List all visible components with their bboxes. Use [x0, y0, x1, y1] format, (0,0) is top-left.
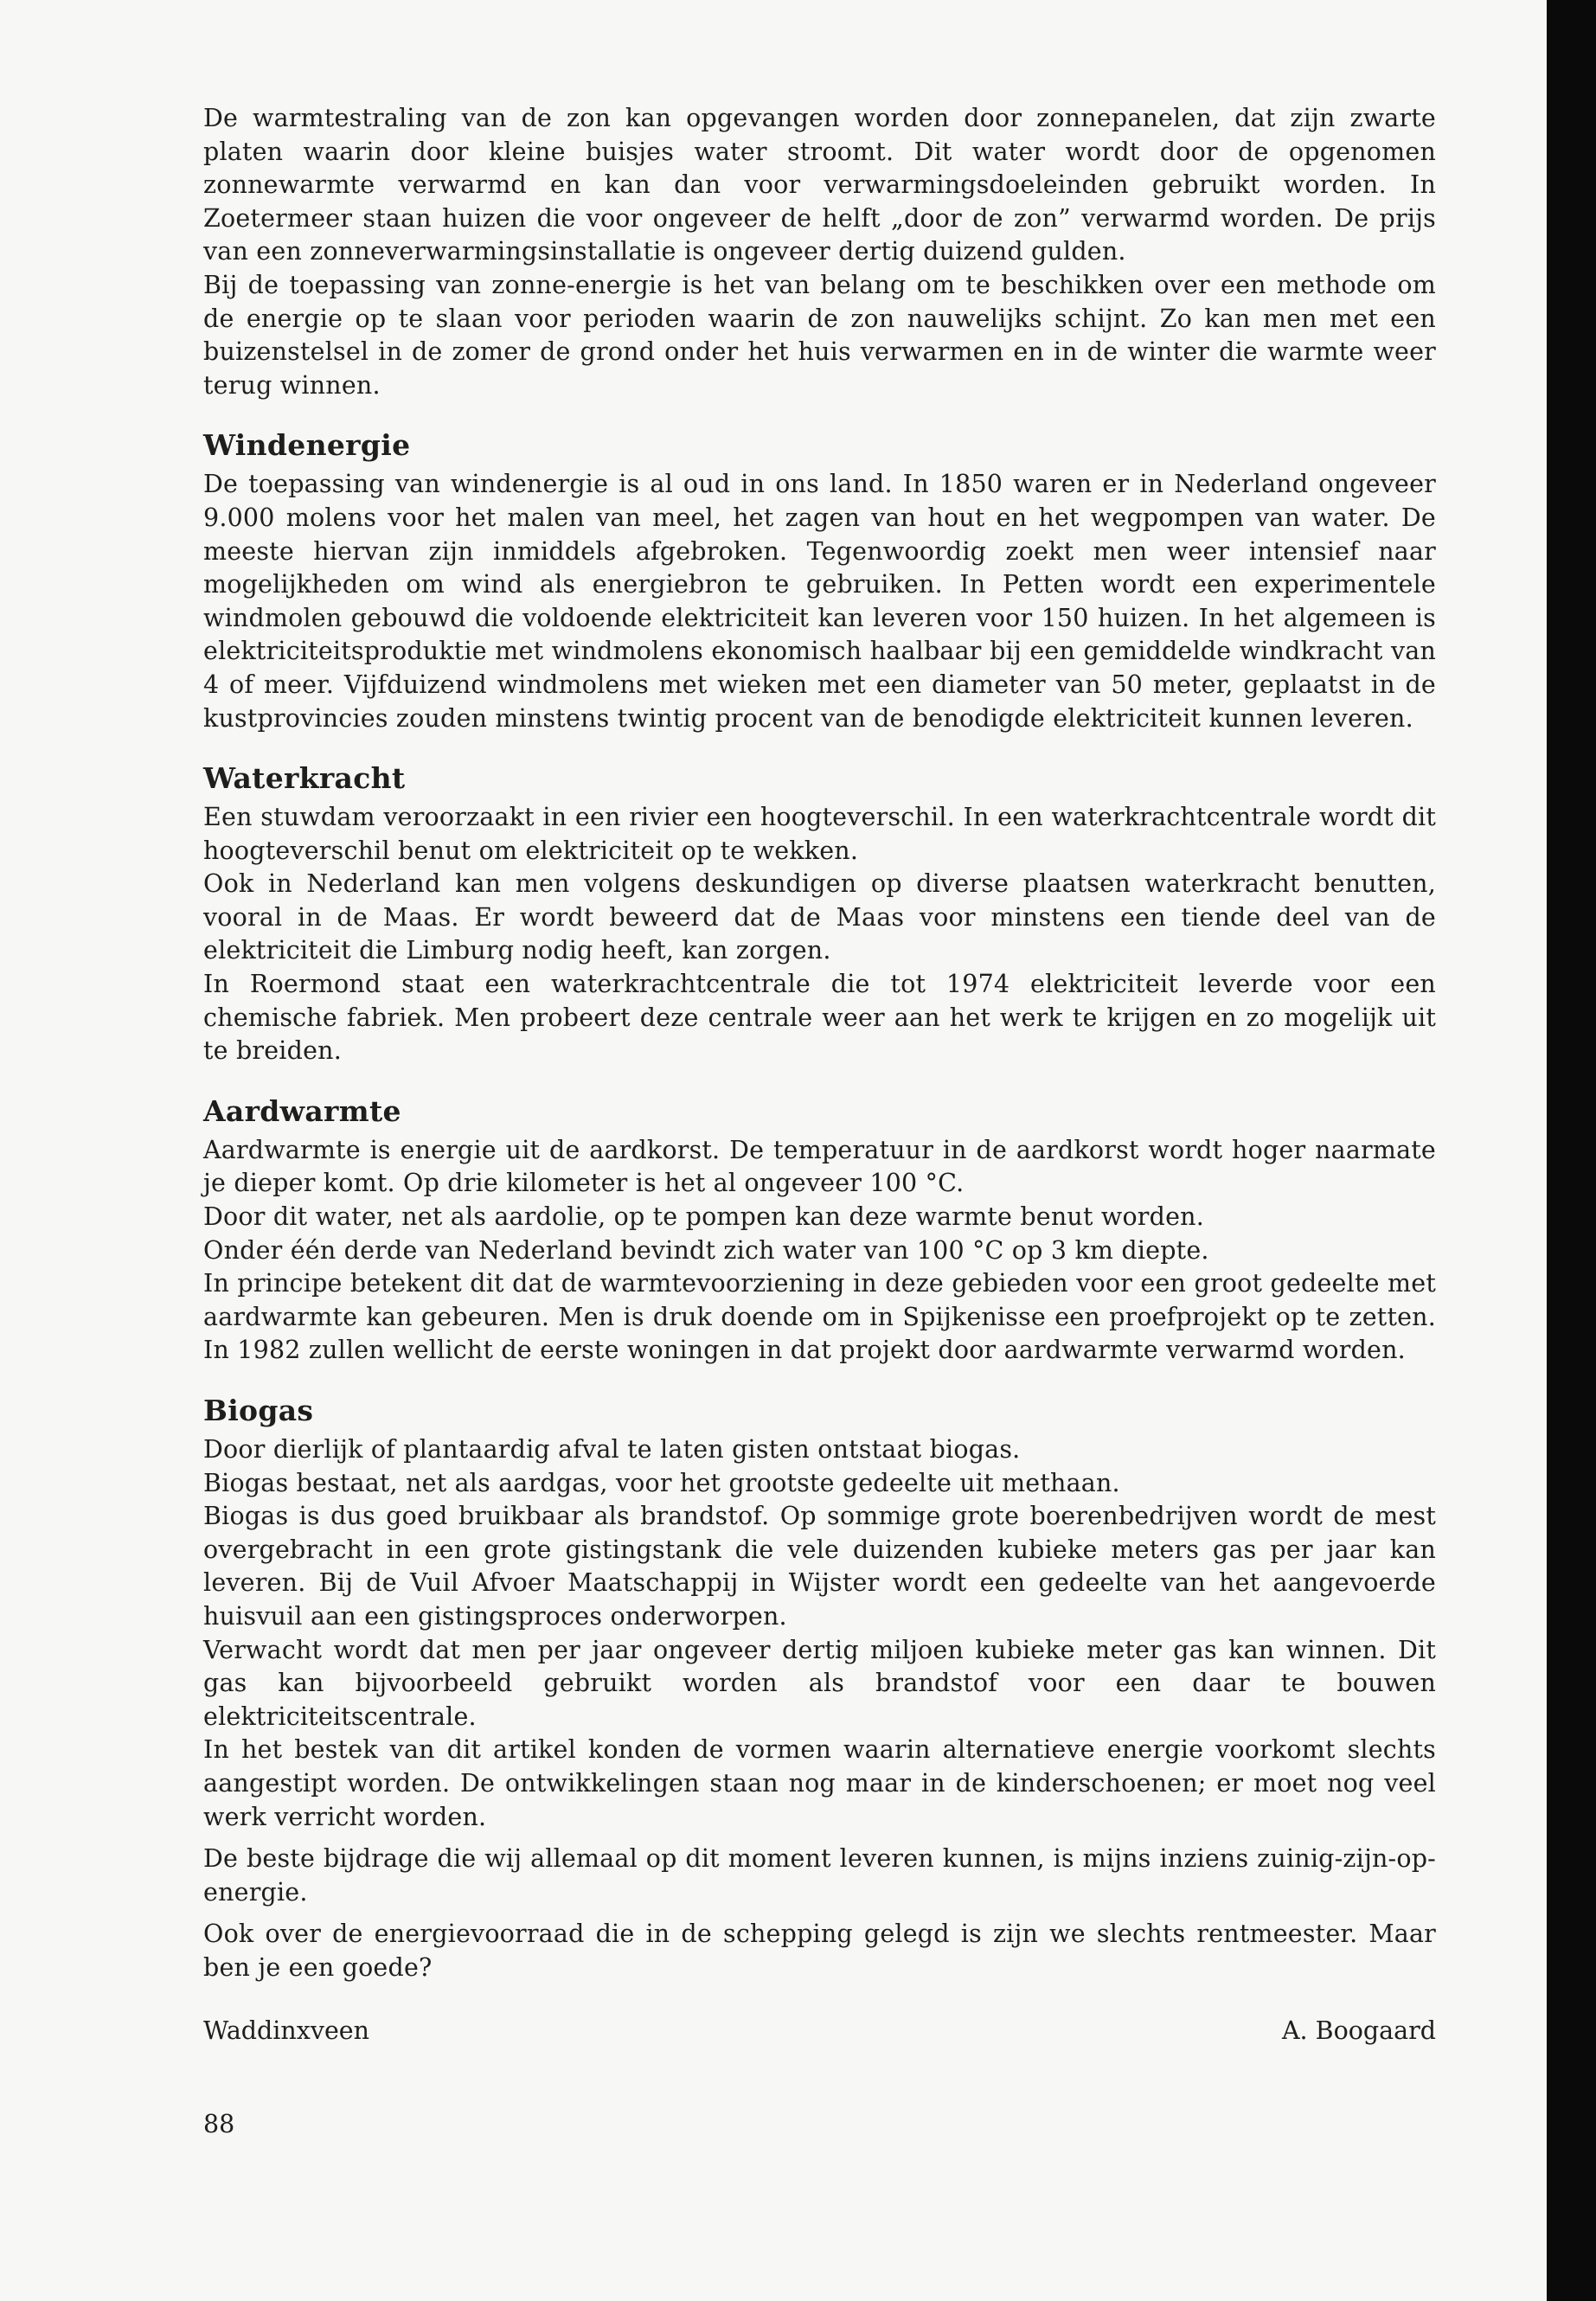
section-windenergie	[203, 428, 1436, 735]
closing-paragraph-2: Ook over de energievoorraad die in de schepping gelegd is zijn we slechts rentmeester. Maar ben je een goede?	[203, 1920, 1436, 1982]
intro-paragraph-2: Bij de toepassing van zonne-energie is het van belang om te beschikken over een methode om de energie op te slaan voor perioden waarin de zon nauwelijks schijnt. Zo kan men met een buizenstelsel in de zomer de grond onder het huis verwarmen en in de winter die warmte weer terug winnen.	[203, 270, 1436, 400]
section-paragraph: Biogas bestaat, net als aardgas, voor het grootste gedeelte uit methaan.	[203, 1468, 1120, 1497]
section-paragraph: Een stuwdam veroorzaakt in een rivier een hoogteverschil. In een waterkrachtcentrale wordt dit hoogteverschil benut om elektriciteit op te wekken.	[203, 803, 1436, 865]
section-paragraph: Door dierlijk of plantaardig afval te laten gisten ontstaat biogas.	[203, 1435, 1021, 1464]
section-paragraph: Biogas is dus goed bruikbaar als brandstof. Op sommige grote boerenbedrijven wordt de mest overgebracht in een grote gistingstank die vele duizenden kubieke meters gas per jaar kan leveren. Bij de Vuil Afvoer Maatschappij in Wijster wordt een gedeelte van het aangevoerde huisvuil aan een gistingsproces onderworpen.	[203, 1502, 1436, 1631]
intro-paragraph-1: De warmtestraling van de zon kan opgevangen worden door zonnepanelen, dat zijn zwarte platen waarin door kleine buisjes water stroomt. Dit water wordt door de opgenomen zonnewarmte verwarmd en kan dan voor verwarmingsdoeleinden gebruikt worden. In Zoetermeer staan huizen die voor ongeveer de helft „door de zon” verwarmd worden. De prijs van een zonneverwarmingsinstallatie is ongeveer dertig duizend gulden.	[203, 104, 1436, 266]
section-heading: Windenergie	[203, 428, 411, 463]
section-paragraph: Verwacht wordt dat men per jaar ongeveer dertig miljoen kubieke meter gas kan winnen. Dit gas kan bijvoorbeeld gebruikt worden als brandstof voor een daar te bouwen elektriciteitscentrale.	[203, 1635, 1436, 1731]
section-paragraph: Onder één derde van Nederland bevindt zich water van 100 °C op 3 km diepte.	[203, 1235, 1209, 1265]
scan-edge-bar	[1547, 0, 1596, 2301]
signature-author: A. Boogaard	[1281, 2016, 1436, 2045]
section-paragraph: Aardwarmte is energie uit de aardkorst. De temperatuur in de aardkorst wordt hoger naarmate je dieper komt. Op drie kilometer is het al ongeveer 100 °C.	[203, 1135, 1436, 1198]
section-heading: Biogas	[203, 1394, 314, 1427]
section-paragraph: In het bestek van dit artikel konden de vormen waarin alternatieve energie voorkomt slechts aangestipt worden. De ontwikkelingen staan nog maar in de kinderschoenen; er moet nog veel werk verricht worden.	[203, 1735, 1436, 1831]
signature-place: Waddinxveen	[203, 2016, 370, 2045]
section-heading: Aardwarmte	[203, 1093, 401, 1128]
article-page	[203, 102, 1436, 2141]
section-paragraph: In principe betekent dit dat de warmtevoorziening in deze gebieden voor een groot gedeelte met aardwarmte kan gebeuren. Men is druk doende om in Spijkenisse een proefprojekt op te zetten. In 1982 zullen wellicht de eerste woningen in dat projekt door aardwarmte verwarmd worden.	[203, 1269, 1436, 1365]
section-biogas	[203, 1394, 1436, 1834]
section-heading: Waterkracht	[203, 761, 406, 796]
section-waterkracht	[203, 761, 1436, 1068]
section-paragraph: Ook in Nederland kan men volgens deskundigen op diverse plaatsen waterkracht benutten, vooral in de Maas. Er wordt beweerd dat de Maas voor minstens een tiende deel van de elektriciteit die Limburg nodig heeft, kan zorgen.	[203, 869, 1436, 965]
closing-paragraph-1: De beste bijdrage die wij allemaal op dit moment leveren kunnen, is mijns inziens zuinig-zijn-op-energie.	[203, 1844, 1436, 1907]
section-aardwarmte	[203, 1094, 1436, 1368]
page-number: 88	[203, 2109, 235, 2138]
section-paragraph: De toepassing van windenergie is al oud in ons land. In 1850 waren er in Nederland ongeveer 9.000 molens voor het malen van meel, het zagen van hout en het wegpompen van water. De meeste hiervan zijn inmiddels afgebroken. Tegenwoordig zoekt men weer intensief naar mogelijkheden om wind als energiebron te gebruiken. In Petten wordt een experimentele windmolen gebouwd die voldoende elektriciteit kan leveren voor 150 huizen. In het algemeen is elektriciteitsproduktie met windmolens ekonomisch haalbaar bij een gemiddelde windkracht van 4 of meer. Vijfduizend windmolens met wieken met een diameter van 50 meter, geplaatst in de kustprovincies zouden minstens twintig procent van de benodigde elektriciteit kunnen leveren.	[203, 470, 1436, 733]
signature-line	[203, 2015, 1436, 2048]
section-paragraph: Door dit water, net als aardolie, op te pompen kan deze warmte benut worden.	[203, 1202, 1204, 1232]
section-paragraph: In Roermond staat een waterkrachtcentrale die tot 1974 elektriciteit leverde voor een chemische fabriek. Men probeert deze centrale weer aan het werk te krijgen en zo mogelijk uit te breiden.	[203, 970, 1436, 1066]
